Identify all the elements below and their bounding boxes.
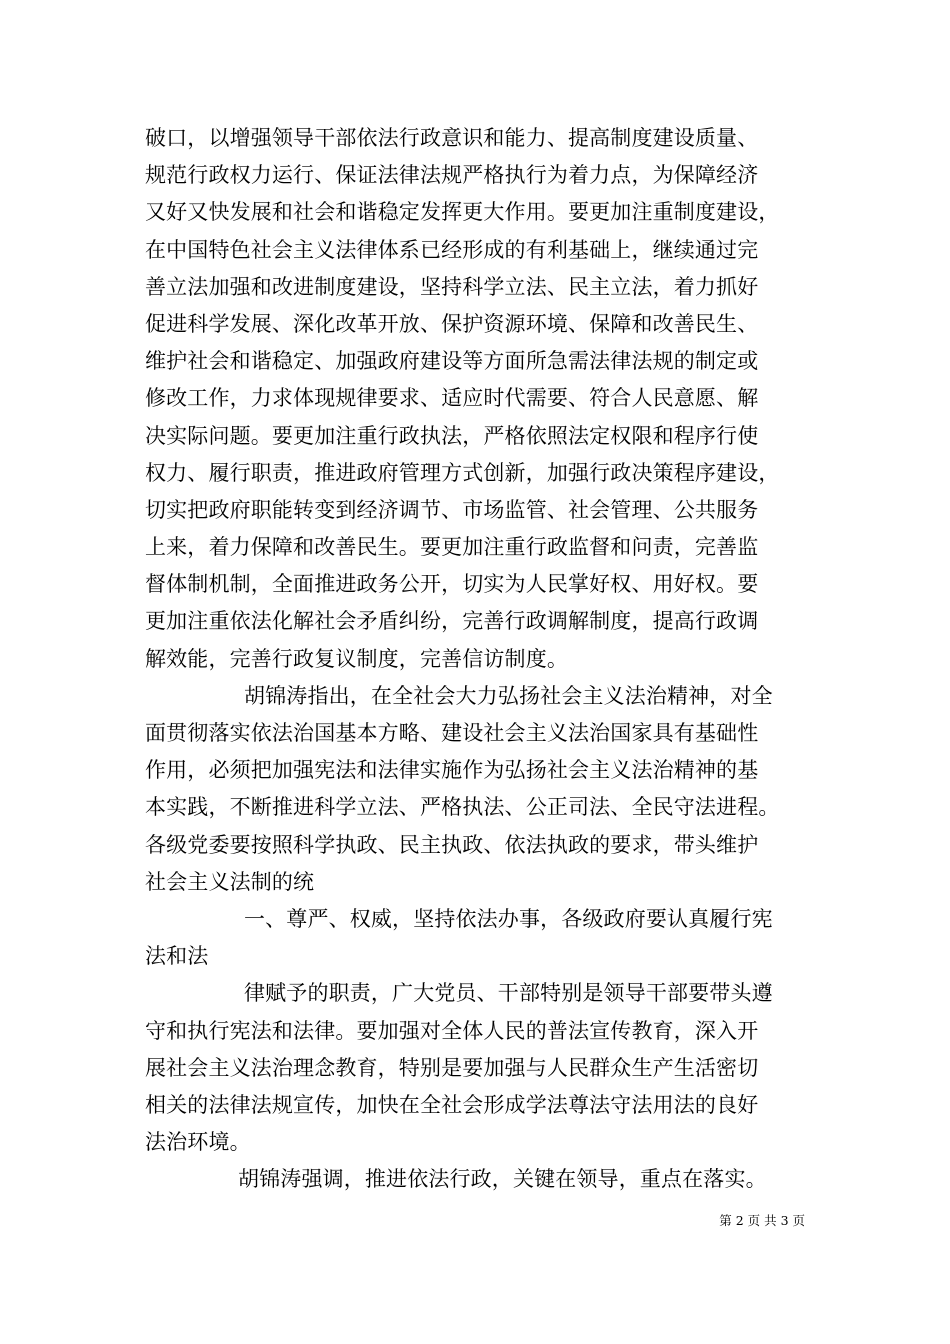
text-line: 维护社会和谐稳定、加强政府建设等方面所急需法律法规的制定或 [145,349,759,374]
text-line: 解效能，完善行政复议制度，完善信访制度。 [145,646,568,671]
text-line: 法和法 [145,944,209,969]
text-line: 决实际问题。要更加注重行政执法，严格依照法定权限和程序行使 [145,423,759,448]
text-line: 督体制机制，全面推进政务公开，切实为人民掌好权、用好权。要 [145,572,759,597]
paragraph-start-line: 律赋予的职责，广大党员、干部特别是领导干部要带头遵 [244,981,773,1006]
text-line: 上来，着力保障和改善民生。要更加注重行政监督和问责，完善监 [145,535,759,560]
text-line: 权力、履行职责，推进政府管理方式创新，加强行政决策程序建设， [145,460,780,485]
text-line: 展社会主义法治理念教育，特别是要加强与人民群众生产生活密切 [145,1055,759,1080]
text-line: 破口，以增强领导干部依法行政意识和能力、提高制度建设质量、 [145,126,759,150]
text-line: 各级党委要按照科学执政、民主执政、依法执政的要求，带头维护 [145,832,759,857]
text-line: 作用，必须把加强宪法和法律实施作为弘扬社会主义法治精神的基 [145,758,759,783]
text-line: 面贯彻落实依法治国基本方略、建设社会主义法治国家具有基础性 [145,721,759,745]
text-line: 守和执行宪法和法律。要加强对全体人民的普法宣传教育，深入开 [145,1018,759,1043]
paragraph-start-line: 胡锦涛强调，推进依法行政，关键在领导，重点在落实。 [238,1167,767,1192]
text-line: 促进科学发展、深化改革开放、保护资源环境、保障和改善民生、 [145,311,759,336]
body-text [145,120,835,1198]
text-line: 修改工作，力求体现规律要求、适应时代需要、符合人民意愿、解 [145,386,759,411]
text-line: 切实把政府职能转变到经济调节、市场监管、社会管理、公共服务 [145,497,759,522]
text-line: 又好又快发展和社会和谐稳定发挥更大作用。要更加注重制度建设， [145,200,780,225]
text-line: 善立法加强和改进制度建设，坚持科学立法、民主立法，着力抓好 [145,274,759,299]
text-line: 相关的法律法规宣传，加快在全社会形成学法尊法守法用法的良好 [145,1092,759,1117]
page-number-footer: 第 2 页 共 3 页 [719,1213,805,1228]
text-line: 本实践，不断推进科学立法、严格执法、公正司法、全民守法进程。 [145,795,780,820]
text-line: 社会主义法制的统 [145,869,315,894]
text-line: 规范行政权力运行、保证法律法规严格执行为着力点，为保障经济 [145,163,759,188]
paragraph-start-line: 一、尊严、权威，坚持依法办事，各级政府要认真履行宪 [244,906,773,931]
text-line: 在中国特色社会主义法律体系已经形成的有利基础上，继续通过完 [145,237,759,262]
paragraph-start-line: 胡锦涛指出，在全社会大力弘扬社会主义法治精神，对全 [244,683,773,708]
text-line: 法治环境。 [145,1130,251,1155]
text-line: 更加注重依法化解社会矛盾纠纷，完善行政调解制度，提高行政调 [145,609,759,634]
